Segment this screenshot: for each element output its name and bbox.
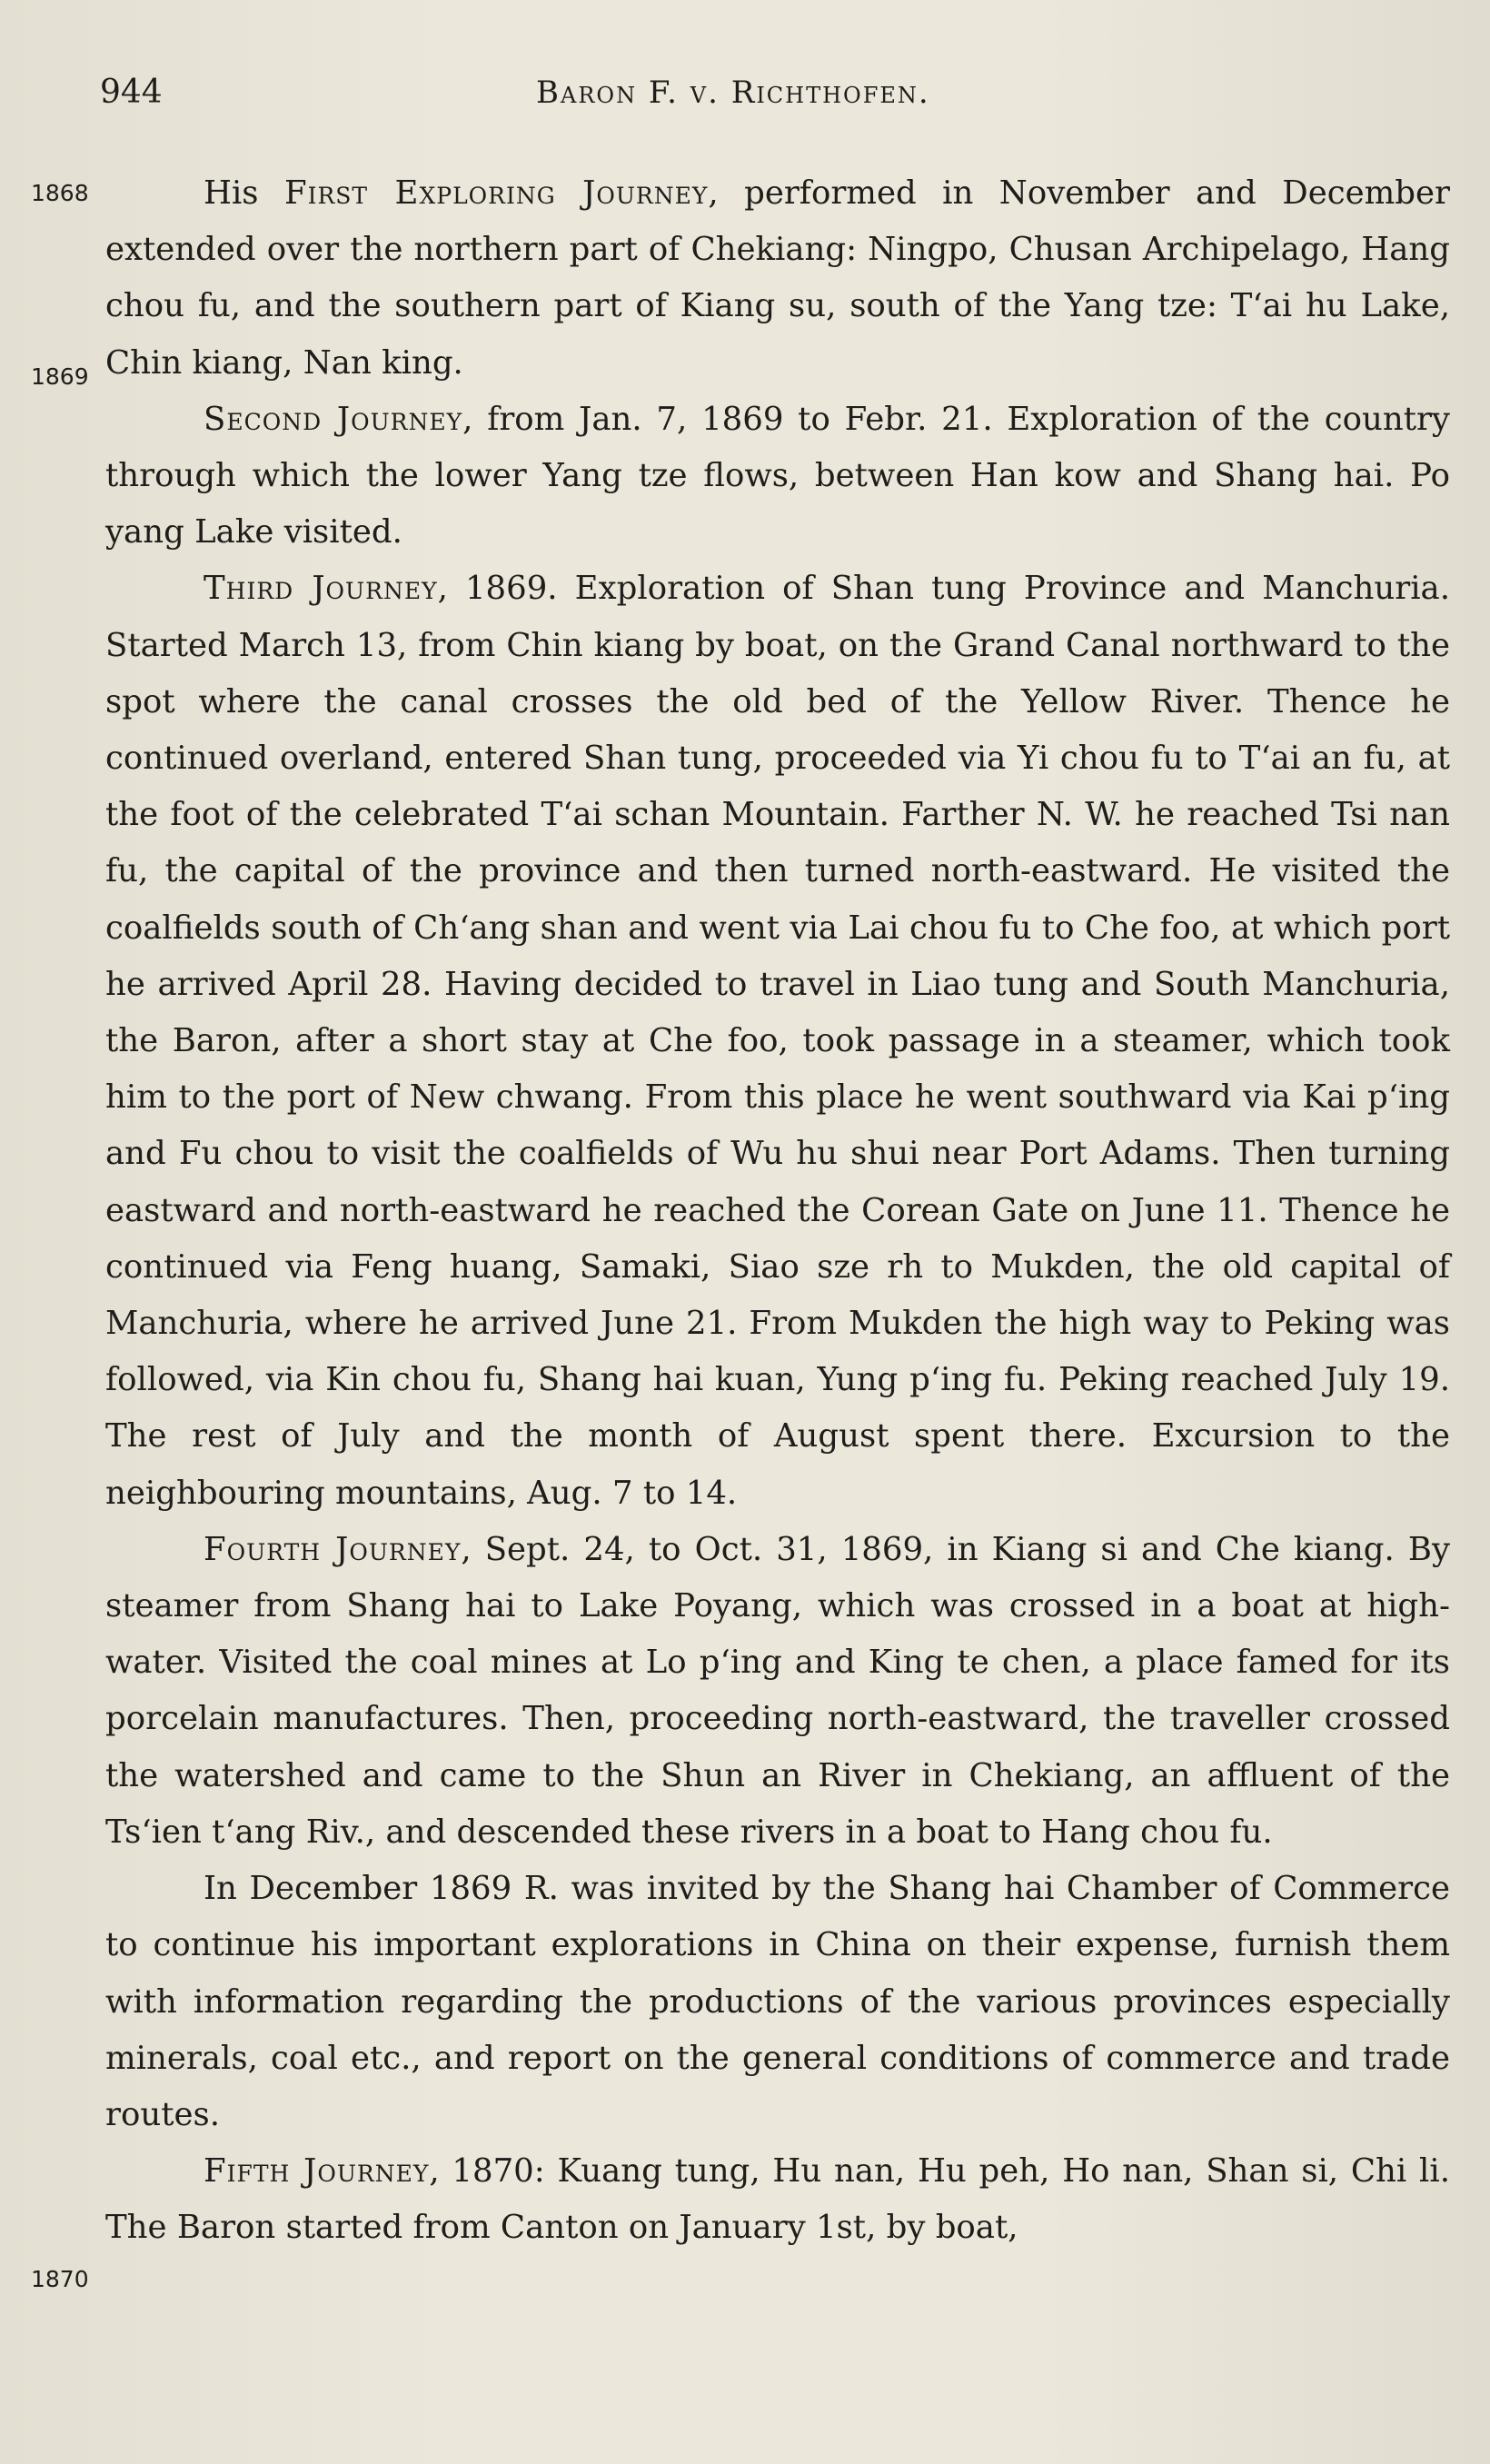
journey-heading: Fifth Journey	[204, 2152, 430, 2191]
paragraph-second-journey	[105, 392, 1450, 561]
paragraph-body: In December 1869 R. was invited by the Shang hai Chamber of Commerce to continue his important explorations in China on their expense, furnish them with information regarding the productions of the various provinces especially minerals, coal etc., and report on the general conditions of commerce and trade routes.	[105, 1870, 1450, 2133]
paragraph-first-journey	[105, 165, 1450, 392]
paragraph-fourth-journey	[105, 1522, 1450, 1861]
margin-year-1869: 1869	[31, 363, 89, 390]
paragraph-fifth-journey	[105, 2143, 1450, 2256]
paragraph-lead: His	[204, 174, 284, 212]
paragraph-third-journey	[105, 561, 1450, 1521]
body-text	[105, 165, 1450, 2257]
margin-year-1868: 1868	[31, 180, 89, 206]
journey-heading: First Exploring Journey	[283, 174, 709, 212]
paragraph-body: , 1869. Exploration of Shan tung Province and Manchuria. Started March 13, from Chin kiang by boat, on the Grand Canal northward to the spot where the canal crosses the old bed of the Yellow River. Thence he continued overland, entered Shan tung, proceeded via Yi chou fu to Tʻai an fu, at the foot of the celebrated Tʻai schan Mountain. Farther N. W. he reached Tsi nan fu, the capital of the province and then turned north-eastward. He visited the coalfields south of Chʻang shan and went via Lai chou fu to Che foo, at which port he arrived April 28. Having decided to travel in Liao tung and South Manchuria, the Baron, after a short stay at Che foo, took passage in a steamer, which took him to the port of New chwang. From this place he went southward via Kai pʻing and Fu chou to visit the coalfields of Wu hu shui near Port Adams. Then turning eastward and north-eastward he reached the Corean Gate on June 11. Thence he continued via Feng huang, Samaki, Siao sze rh to Mukden, the old capital of Manchuria, where he arrived June 21. From Mukden the high way to Peking was followed, via Kin chou fu, Shang hai kuan, Yung pʻing fu. Peking reached July 19. The rest of July and the month of August spent there. Excursion to the neighbouring mountains, Aug. 7 to 14.	[105, 570, 1450, 1512]
paragraph-body: , Sept. 24, to Oct. 31, 1869, in Kiang si and Che kiang. By steamer from Shang hai to Lake Poyang, which was crossed in a boat at high-water. Visited the coal mines at Lo pʻing and King te chen, a place famed for its porcelain manufactures. Then, proceeding north-eastward, the traveller crossed the watershed and came to the Shun an River in Chekiang, an affluent of the Tsʻien tʻang Riv., and descended these rivers in a boat to Hang chou fu.	[105, 1530, 1450, 1851]
paragraph-body: , performed in November and December extended over the northern part of Chekiang: Ningpo, Chusan Archipelago, Hang chou fu, and the southern part of Kiang su, south of the Yang tze: Tʻai hu Lake, Chin kiang, Nan king.	[105, 174, 1450, 382]
margin-year-1870: 1870	[31, 2266, 89, 2292]
running-head: Baron F. v. Richthofen.	[536, 75, 930, 111]
journey-heading: Third Journey	[204, 570, 438, 608]
journey-heading: Fourth Journey	[204, 1530, 462, 1568]
journey-heading: Second Journey	[204, 400, 463, 438]
paragraph-body: , 1870: Kuang tung, Hu nan, Hu peh, Ho nan, Shan si, Chi li. The Baron started from Canton on January 1st, by boat,	[105, 2152, 1450, 2247]
page-header	[100, 65, 1445, 120]
paragraph-body: , from Jan. 7, 1869 to Febr. 21. Exploration of the country through which the lower Yang tze flows, between Han kow and Shang hai. Po yang Lake visited.	[105, 400, 1450, 551]
paragraph-chamber-of-commerce	[105, 1861, 1450, 2143]
page-number: 944	[100, 74, 163, 111]
